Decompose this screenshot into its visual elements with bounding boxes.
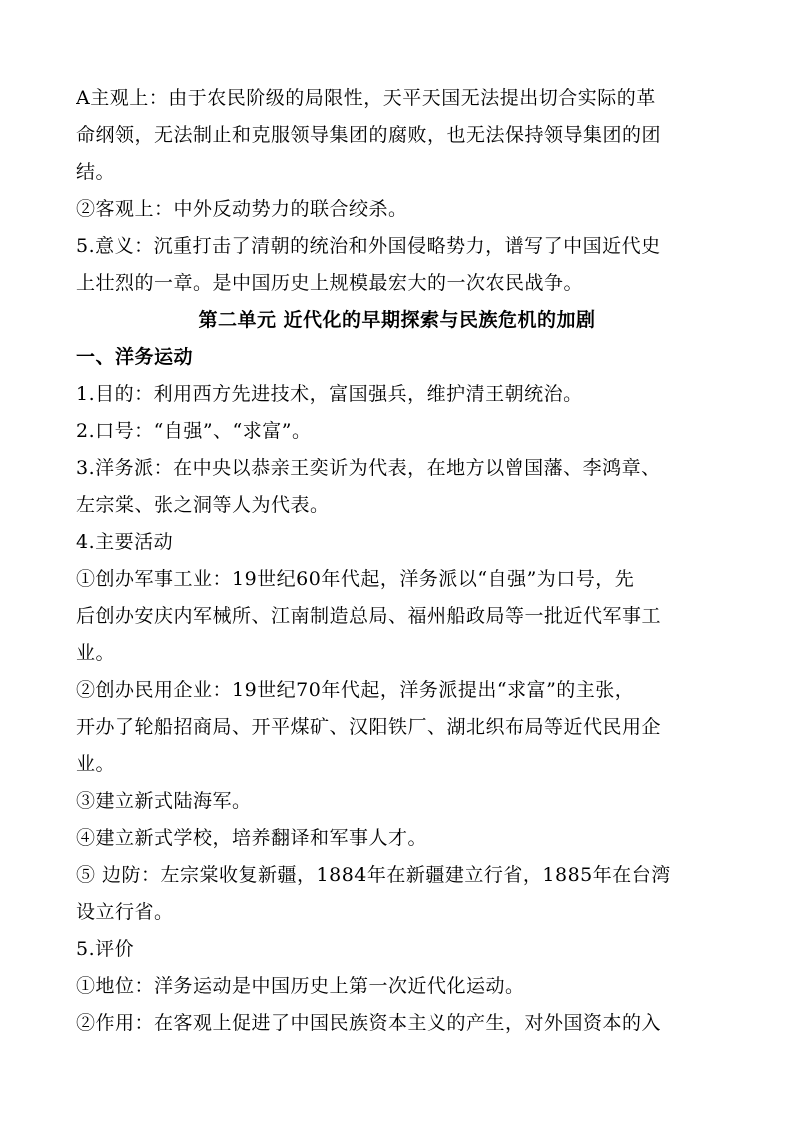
text-line: 后创办安庆内军械所、江南制造总局、福州船政局等一批近代军事工 bbox=[76, 605, 662, 627]
text-line: ③建立新式陆海军。 bbox=[76, 790, 252, 812]
text-line: 设立行省。 bbox=[76, 901, 174, 923]
text-line: ④建立新式学校，培养翻译和军事人才。 bbox=[76, 827, 428, 849]
text-line: ②客观上：中外反动势力的联合绞杀。 bbox=[76, 198, 408, 220]
unit-heading: 第二单元 近代化的早期探索与民族危机的加剧 bbox=[198, 309, 596, 331]
text-line: 1.目的：利用西方先进技术，富国强兵，维护清王朝统治。 bbox=[76, 383, 583, 405]
text-line: 上壮烈的一章。是中国历史上规模最宏大的一次农民战争。 bbox=[76, 272, 584, 294]
text-line: ①创办军事工业：19世纪60年代起，洋务派以“自强”为口号，先 bbox=[76, 568, 635, 590]
text-line: ⑤ 边防：左宗棠收复新疆，1884年在新疆建立行省，1885年在台湾 bbox=[76, 864, 671, 886]
text-line: 5.意义：沉重打击了清朝的统治和外国侵略势力，谱写了中国近代史 bbox=[76, 235, 661, 257]
text-line: 左宗棠、张之洞等人为代表。 bbox=[76, 494, 330, 516]
text-line: ②作用：在客观上促进了中国民族资本主义的产生，对外国资本的入 bbox=[76, 1012, 662, 1034]
section-heading: 一、洋务运动 bbox=[76, 346, 194, 368]
text-line: 开办了轮船招商局、开平煤矿、汉阳铁厂、湖北织布局等近代民用企 bbox=[76, 716, 662, 738]
text-line: 命纲领，无法制止和克服领导集团的腐败，也无法保持领导集团的团 bbox=[76, 124, 662, 146]
text-line: 结。 bbox=[76, 161, 116, 183]
text-line: 业。 bbox=[76, 753, 116, 775]
text-line: 2.口号：“自强”、“求富”。 bbox=[76, 420, 312, 442]
document-page bbox=[76, 80, 718, 1042]
text-line: 3.洋务派：在中央以恭亲王奕䜣为代表，在地方以曾国藩、李鸿章、 bbox=[76, 457, 661, 479]
text-line: 业。 bbox=[76, 642, 116, 664]
text-line: A主观上：由于农民阶级的局限性，天平天国无法提出切合实际的革 bbox=[76, 87, 656, 109]
text-line: ②创办民用企业：19世纪70年代起，洋务派提出“求富”的主张， bbox=[76, 679, 635, 701]
text-line: ①地位：洋务运动是中国历史上第一次近代化运动。 bbox=[76, 975, 525, 997]
text-line: 4.主要活动 bbox=[76, 531, 174, 553]
text-line: 5.评价 bbox=[76, 938, 135, 960]
